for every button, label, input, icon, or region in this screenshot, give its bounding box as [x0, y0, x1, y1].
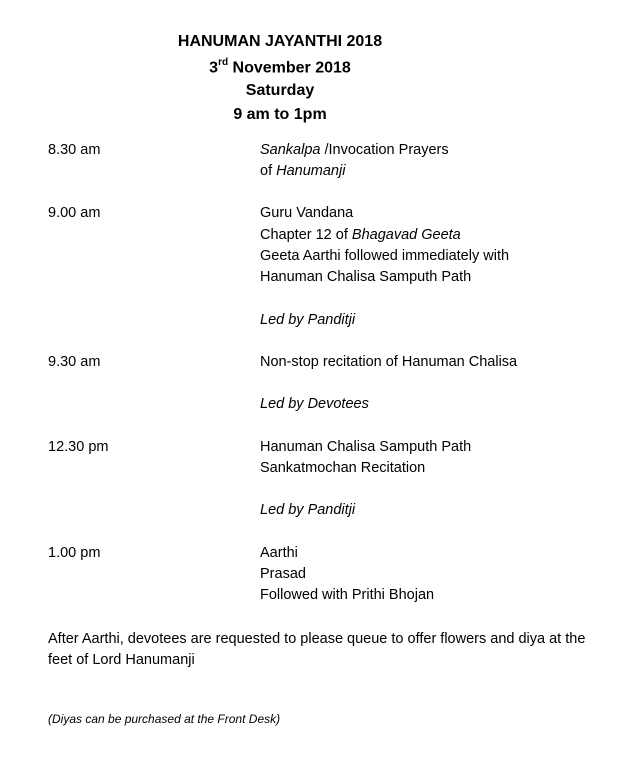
line-part: Bhagavad Geeta: [351, 227, 461, 243]
schedule-time: 1.00 pm: [48, 545, 101, 561]
line-part: of: [260, 163, 277, 179]
schedule-leader: [260, 396, 369, 412]
schedule-leader: [260, 502, 355, 518]
line-part: Aarthi: [260, 545, 298, 561]
line-part: Hanuman Chalisa Samputh Path: [260, 269, 472, 285]
schedule-line: [260, 439, 471, 455]
line-part: Sankatmochan Recitation: [260, 460, 426, 476]
event-weekday: Saturday: [245, 82, 315, 99]
schedule-line: [260, 142, 449, 158]
schedule-line: [260, 460, 425, 476]
line-part: Hanumanji: [276, 163, 346, 179]
event-title: HANUMAN JAYANTHI 2018: [177, 33, 383, 50]
line-part: Led by Devotees: [260, 396, 369, 412]
line-part: Sankalpa: [260, 142, 321, 158]
schedule-line: [260, 163, 345, 179]
line-part: Chapter 12 of: [260, 227, 352, 243]
event-hours: 9 am to 1pm: [233, 106, 327, 123]
line-part: /Invocation Prayers: [320, 142, 449, 158]
schedule-line: [260, 354, 517, 370]
line-part: Hanuman Chalisa Samputh Path: [260, 439, 472, 455]
schedule-line: [260, 269, 471, 285]
schedule-time: 12.30 pm: [48, 439, 109, 455]
line-part: Non-stop recitation of Hanuman Chalisa: [260, 354, 518, 370]
footnote: (Diyas can be purchased at the Front Desk): [48, 712, 281, 726]
date-month-year: November 2018: [228, 59, 351, 77]
schedule-line: [260, 545, 298, 561]
line-part: Geeta Aarthi followed immediately with: [260, 248, 510, 264]
line-part: Guru Vandana: [260, 205, 354, 221]
date-day: 3: [209, 59, 219, 77]
schedule-line: [260, 587, 434, 603]
schedule-time: 9.30 am: [48, 354, 101, 370]
schedule-time: 8.30 am: [48, 142, 101, 158]
line-part: Led by Panditji: [260, 312, 356, 328]
schedule-line: [260, 227, 461, 243]
schedule-time: 9.00 am: [48, 205, 101, 221]
schedule-leader: [260, 312, 355, 328]
schedule-line: [260, 248, 509, 264]
date-ordinal-suffix: rd: [218, 57, 229, 68]
after-aarthi-note: After Aarthi, devotees are requested to please queue to offer flowers and diya at the feet of Lord Hanumanji: [48, 631, 586, 668]
schedule-line: [260, 205, 353, 221]
schedule-line: [260, 566, 306, 582]
line-part: Followed with Prithi Bhojan: [260, 587, 435, 603]
line-part: Prasad: [260, 566, 306, 582]
line-part: Led by Panditji: [260, 502, 356, 518]
event-date: [0, 58, 560, 77]
